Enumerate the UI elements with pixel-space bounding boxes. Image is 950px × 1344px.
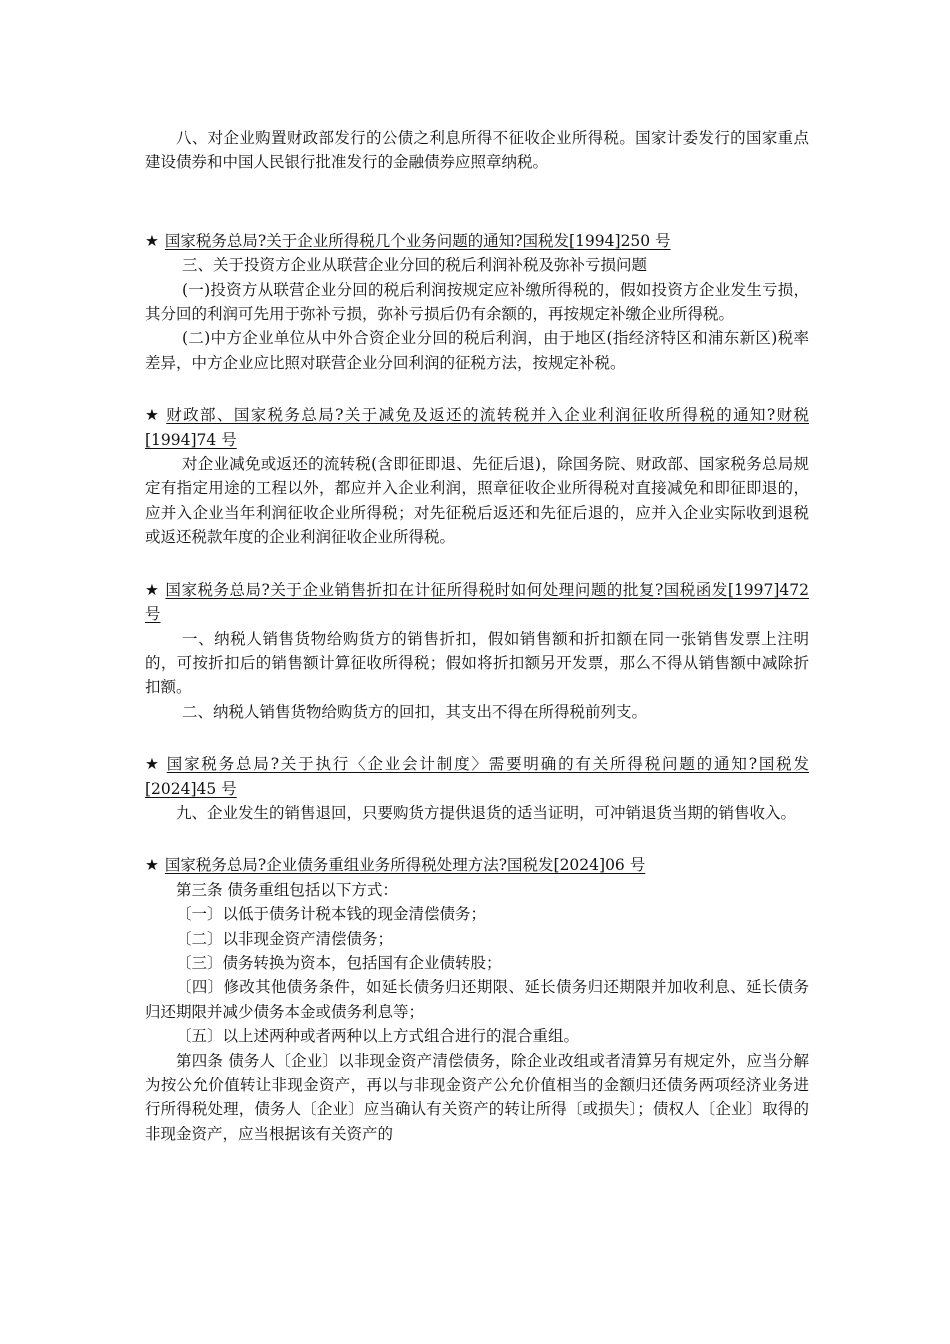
section-title-link[interactable]: 国家税务总局?关于执行〈企业会计制度〉需要明确的有关所得税问题的通知?国税发[2024]45 号 [145,755,809,798]
spacer [145,724,809,752]
article-3: 第三条 债务重组包括以下方式： [176,880,398,899]
spacer [145,550,809,578]
spacer [145,175,809,229]
paragraph: (一)投资方从联营企业分回的税后利润按规定应补缴所得税的，假如投资方企业发生亏损，其分回的利润可先用于弥补亏损，弥补亏损后仍有余额的，再按规定补缴企业所得税。 [145,280,809,324]
list-item: 〔三〕债务转换为资本，包括国有企业债转股； [176,953,502,972]
star-icon: ★ [145,856,159,875]
paragraph: 三、关于投资方企业从联营企业分回的税后利润补税及弥补亏损问题 [182,256,648,275]
section-heading[interactable] [145,403,809,452]
section-heading[interactable] [145,853,809,877]
list-item: 〔二〕以非现金资产清偿债务； [176,929,394,948]
section-heading[interactable] [145,752,809,801]
article-4: 第四条 债务人〔企业〕以非现金资产清偿债务，除企业改组或者清算另有规定外，应当分解为按公允价值转让非现金资产，再以与非现金资产公允价值相当的金额归还债务两项经济业务进行所得税处理，债务人〔企业〕应当确认有关资产的转让所得〔或损失〕；债权人〔企业〕取得的非现金资产，应当根据该有关资产的 [145,1051,809,1143]
section-title-link[interactable]: 国家税务总局?企业债务重组业务所得税处理方法?国税发[2024]06 号 [164,856,646,875]
paragraph: (二)中方企业单位从中外合资企业分回的税后利润，由于地区(指经济特区和浦东新区)税率差异，中方企业应比照对联营企业分回利润的征税方法，按规定补税。 [145,329,809,372]
section-title-link[interactable]: 国家税务总局?关于企业所得税几个业务问题的通知?国税发[1994]250 号 [164,231,671,250]
document-body [145,126,809,1146]
spacer [145,825,809,853]
star-icon: ★ [145,580,160,599]
spacer [145,375,809,403]
section-heading[interactable] [145,578,809,627]
paragraph: 二、纳税人销售货物给购货方的回扣，其支出不得在所得税前列支。 [182,702,648,721]
star-icon: ★ [145,755,161,774]
list-item: 〔五〕以上述两种或者两种以上方式组合进行的混合重组。 [176,1027,580,1046]
section-heading[interactable] [145,229,809,253]
paragraph: 一、纳税人销售货物给购货方的销售折扣，假如销售额和折扣额在同一张销售发票上注明的，可按折扣后的销售额计算征收所得税；假如将折扣额另开发票，那么不得从销售额中减除折扣额。 [145,629,809,697]
paragraph: 九、企业发生的销售退回，只要购货方提供退货的适当证明，可冲销退货当期的销售收入。 [176,803,797,822]
paragraph-8: 八、对企业购置财政部发行的公债之利息所得不征收企业所得税。国家计委发行的国家重点建设债券和中国人民银行批准发行的金融债券应照章纳税。 [145,129,809,172]
list-item: 〔四〕修改其他债务条件，如延长债务归还期限、延长债务归还期限并加收利息、延长债务归还期限并减少债务本金或债务利息等； [145,978,809,1021]
star-icon: ★ [145,406,161,425]
section-title-link[interactable]: 财政部、国家税务总局?关于减免及返还的流转税并入企业利润征收所得税的通知?财税[1994]74 号 [145,406,809,449]
section-title-link[interactable]: 国家税务总局?关于企业销售折扣在计征所得税时如何处理问题的批复?国税函发[1997]472 号 [145,580,809,624]
list-item: 〔一〕以低于债务计税本钱的现金清偿债务； [176,905,487,924]
paragraph: 对企业减免或返还的流转税(含即征即退、先征后退)，除国务院、财政部、国家税务总局规定有指定用途的工程以外，都应并入企业利润，照章征收企业所得税对直接减免和即征即退的，应并入企业当年利润征收企业所得税；对先征税后返还和先征后退的，应并入企业实际收到退税或返还税款年度的企业利润征收企业所得税。 [145,455,809,547]
star-icon: ★ [145,231,159,250]
